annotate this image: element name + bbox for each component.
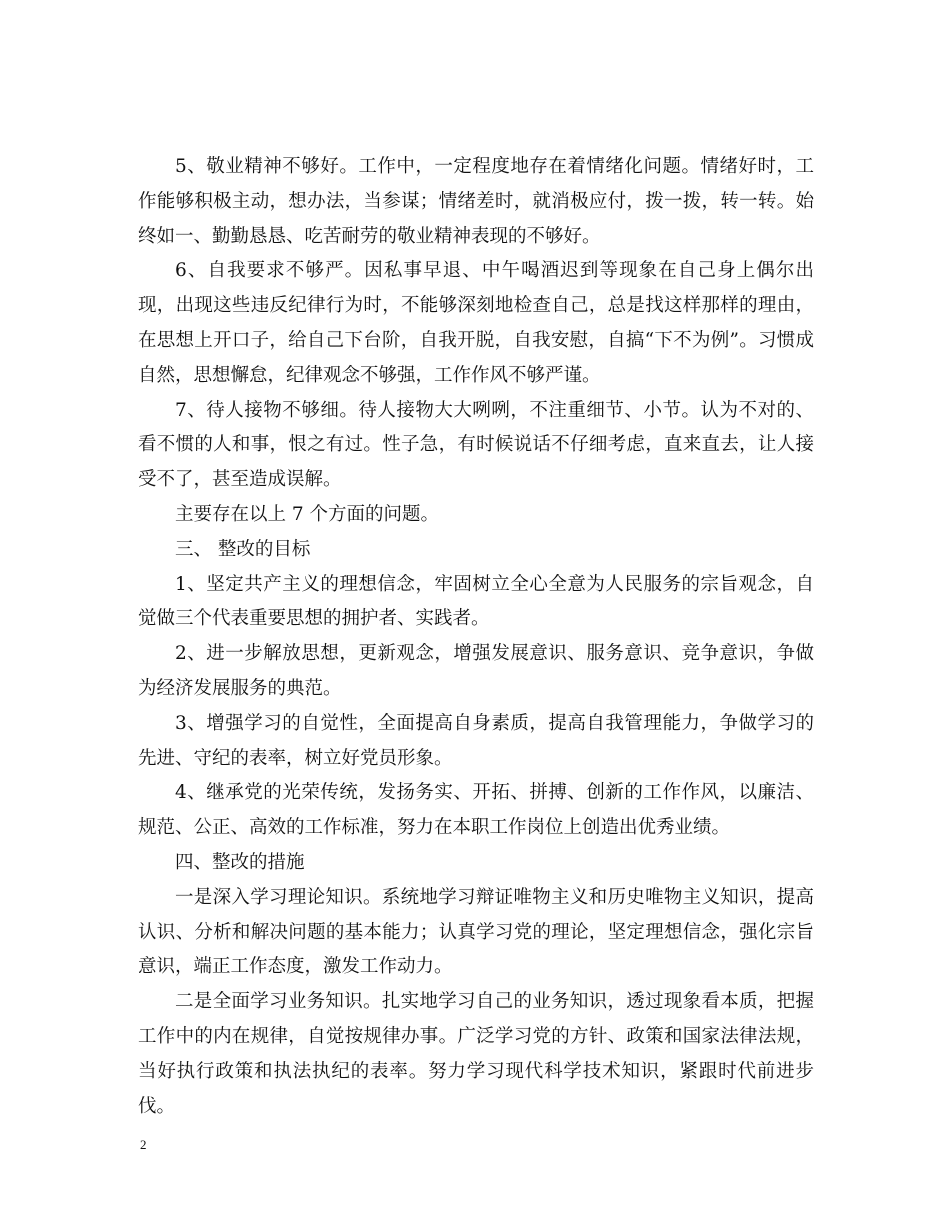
paragraph-goal-3: 3、增强学习的自觉性，全面提高自身素质，提高自我管理能力，争做学习的先进、守纪的表率，树立好党员形象。 — [138, 712, 814, 769]
paragraph-item-7-interpersonal: 7、待人接物不够细。待人接物大大咧咧，不注重细节、小节。认为不对的、看不惯的人和事，恨之有过。性子急，有时候说话不仔细考虑，直来直去，让人接受不了，甚至造成误解。 — [138, 399, 814, 491]
section-heading-goals: 三、 整改的目标 — [175, 538, 311, 560]
document-body — [138, 150, 814, 1124]
paragraph-measure-1: 一是深入学习理论知识。系统地学习辩证唯物主义和历史唯物主义知识，提高认识、分析和解决问题的基本能力；认真学习党的理论，坚定理想信念，强化宗旨意识，端正工作态度，激发工作动力。 — [138, 886, 814, 978]
paragraph-item-5-work-spirit: 5、敬业精神不够好。工作中，一定程度地存在着情绪化问题。情绪好时，工作能够积极主动，想办法，当参谋；情绪差时，就消极应付，拨一拨，转一转。始终如一、勤勤恳恳、吃苦耐劳的敬业精神表现的不够好。 — [138, 156, 814, 247]
paragraph-goal-2: 2、进一步解放思想，更新观念，增强发展意识、服务意识、竞争意识，争做为经济发展服务的典范。 — [138, 643, 814, 699]
paragraph-goal-1: 1、坚定共产主义的理想信念，牢固树立全心全意为人民服务的宗旨观念，自觉做三个代表重要思想的拥护者、实践者。 — [138, 573, 814, 630]
page-number: 2 — [140, 1137, 147, 1152]
paragraph-item-6-self-discipline: 6、自我要求不够严。因私事早退、中午喝酒迟到等现象在自己身上偶尔出现，出现这些违反纪律行为时，不能够深刻地检查自己，总是找这样那样的理由，在思想上开口子，给自己下台阶，自我开脱，自我安慰，自搞“下不为例”。习惯成自然，思想懈怠，纪律观念不够强，工作作风不够严谨。 — [138, 260, 814, 386]
paragraph-summary: 主要存在以上 7 个方面的问题。 — [175, 503, 440, 525]
paragraph-goal-4: 4、继承党的光荣传统，发扬务实、开拓、拼搏、创新的工作作风，以廉洁、规范、公正、高效的工作标准，努力在本职工作岗位上创造出优秀业绩。 — [138, 782, 814, 839]
paragraph-measure-2: 二是全面学习业务知识。扎实地学习自己的业务知识，透过现象看本质，把握工作中的内在规律，自觉按规律办事。广泛学习党的方针、政策和国家法律法规，当好执行政策和执法执纪的表率。努力学习现代科学技术知识，紧跟时代前进步伐。 — [138, 991, 814, 1117]
section-heading-measures: 四、整改的措施 — [175, 851, 305, 873]
